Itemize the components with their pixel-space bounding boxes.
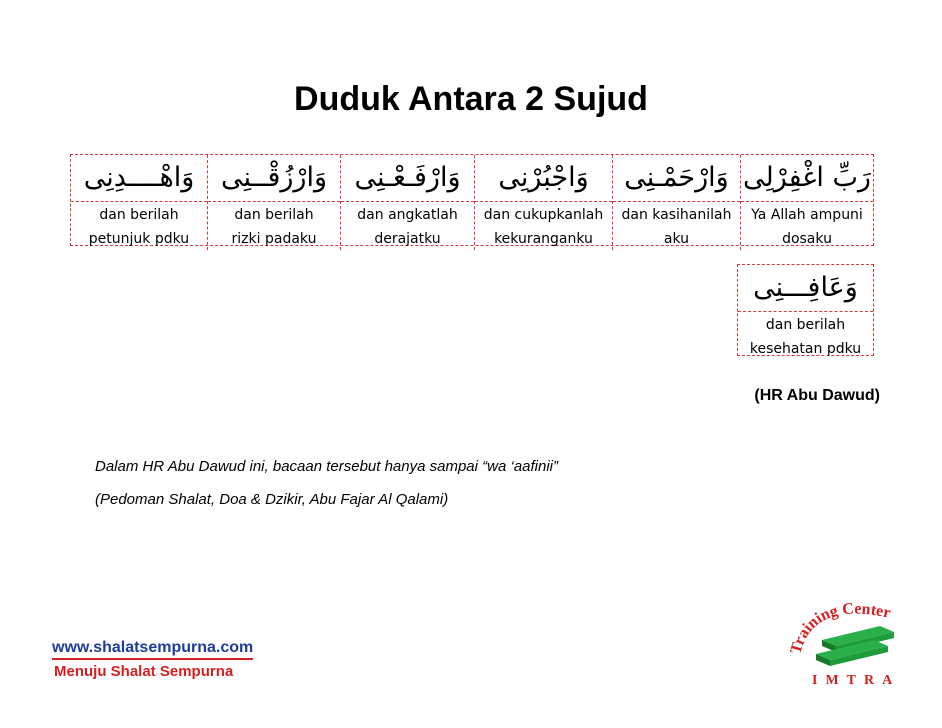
arabic-text: وَارْحَمْـنِى	[613, 155, 740, 202]
arabic-text: وَاجْبُرْنِى	[475, 155, 612, 202]
page-title: Duduk Antara 2 Sujud	[294, 80, 648, 118]
prayer-table	[70, 154, 874, 246]
imtra-logo	[760, 580, 900, 690]
translation-line-1: dan berilah	[234, 207, 314, 223]
arabic-text: وَارْزُقْــنِى	[208, 155, 340, 202]
translation-line-1: dan angkatlah	[357, 207, 458, 223]
logo-name: IMTRA	[812, 673, 900, 688]
translation-line-2: aku	[663, 231, 690, 247]
arabic-text: وَاهْــــدِنِى	[71, 155, 207, 202]
prayer-cell-warzuqni	[208, 155, 341, 250]
logo-arc-textpath: Training Center	[787, 600, 893, 656]
footer-tagline: Menuju Shalat Sempurna	[54, 663, 234, 680]
arabic-text: وَعَافِـــنِى	[738, 265, 873, 312]
translation-line-1: dan kasihanilah	[621, 207, 732, 223]
translation-line-2: petunjuk pdku	[88, 231, 190, 247]
translation-line-1: dan berilah	[99, 207, 179, 223]
reference-note: (Pedoman Shalat, Doa & Dzikir, Abu Fajar Al Qalami)	[95, 491, 449, 508]
prayer-cell-wajburni	[475, 155, 613, 250]
translation-line-2: derajatku	[374, 231, 441, 247]
translation-line-1: Ya Allah ampuni	[751, 207, 863, 223]
translation-line-2: kesehatan pdku	[749, 341, 862, 357]
prayer-cell-warhamni	[613, 155, 741, 250]
prayer-cell-waafini	[738, 265, 873, 360]
prayer-cell-wahdini	[71, 155, 208, 250]
logo-green-bars-icon	[816, 626, 894, 666]
translation-line-1: dan cukupkanlah	[483, 207, 604, 223]
website-link[interactable]: www.shalatsempurna.com	[52, 639, 253, 660]
prayer-table-second-row	[737, 264, 874, 356]
translation-line-1: dan berilah	[765, 317, 846, 333]
translation-line-2: kekuranganku	[494, 231, 593, 247]
translation-line-2: dosaku	[782, 231, 832, 247]
arabic-text: رَبِّ اغْفِرْلِى	[741, 155, 873, 202]
translation-line-2: rizki padaku	[231, 231, 317, 247]
prayer-cell-rabbighfirli	[741, 155, 873, 250]
prayer-cell-warfani	[341, 155, 475, 250]
explanation-note: Dalam HR Abu Dawud ini, bacaan tersebut hanya sampai “wa ‘aafinii”	[95, 458, 559, 475]
arabic-text: وَارْفَـعْـنِى	[341, 155, 474, 202]
hadith-source: (HR Abu Dawud)	[754, 387, 880, 404]
